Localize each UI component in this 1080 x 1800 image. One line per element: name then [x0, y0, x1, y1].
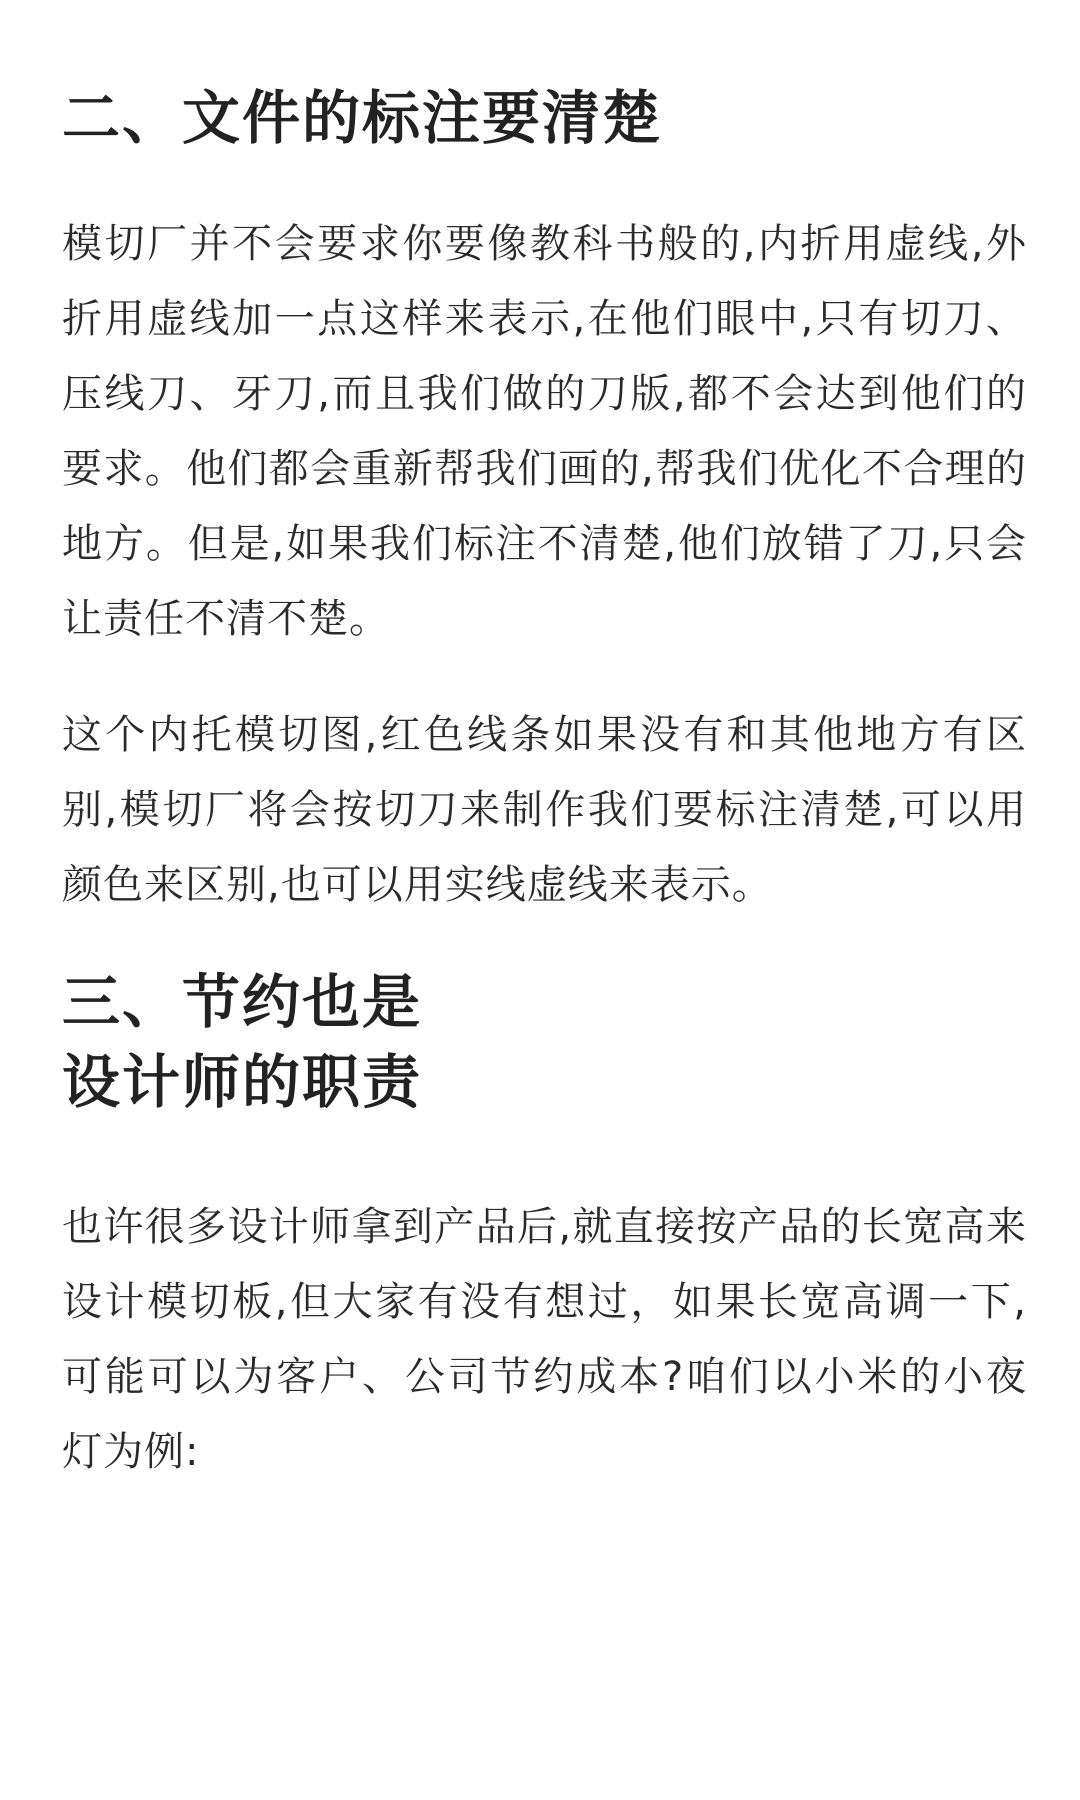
paragraph-red-lines: 这个内托模切图,红色线条如果没有和其他地方有区别,模切厂将会按切刀来制作我们要标注清楚,可以用颜色来区别,也可以用实线虚线来表示。 [62, 712, 1027, 908]
section-heading-saving-duty [62, 962, 1027, 1122]
heading-line-2: 设计师的职责 [62, 1048, 423, 1116]
section-heading-file-labeling: 二、文件的标注要清楚 [62, 84, 663, 152]
paragraph-cost-saving: 也许很多设计师拿到产品后,就直接按产品的长宽高来设计模切板,但大家有没有想过，如果长宽高调一下,可能可以为客户、公司节约成本?咱们以小米的小夜灯为例: [62, 1204, 1027, 1475]
heading-line-1: 三、节约也是 [62, 968, 423, 1036]
paragraph-die-cut-factory: 模切厂并不会要求你要像教科书般的,内折用虚线,外折用虚线加一点这样来表示,在他们眼中,只有切刀、压线刀、牙刀,而且我们做的刀版,都不会达到他们的要求。他们都会重新帮我们画的,帮我们优化不合理的地方。但是,如果我们标注不清楚,他们放错了刀,只会让责任不清不楚。 [62, 221, 1027, 642]
